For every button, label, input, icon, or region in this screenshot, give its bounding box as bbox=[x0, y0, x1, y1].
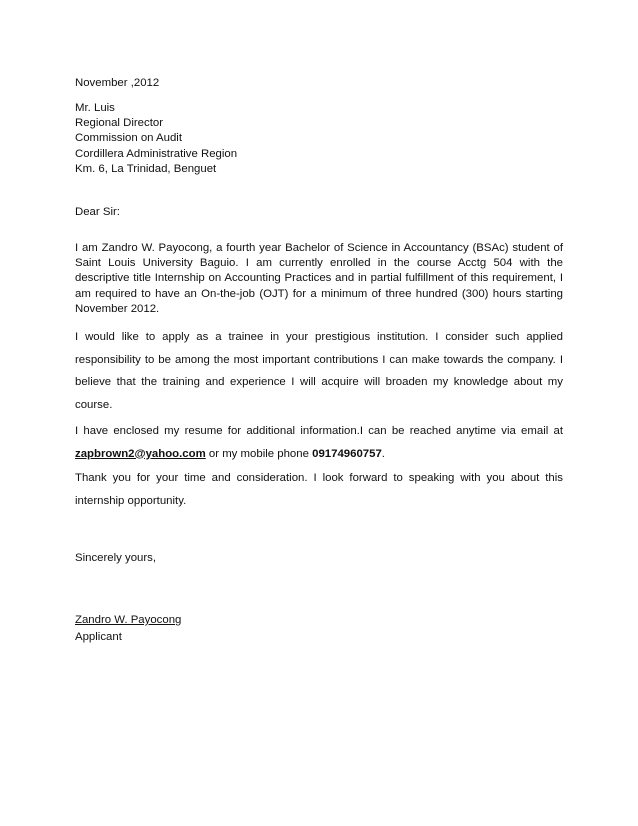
recipient-title: Regional Director bbox=[75, 117, 163, 130]
signature-block bbox=[75, 613, 563, 645]
date-text: November ,2012 bbox=[75, 77, 160, 89]
paragraph-thanks: Thank you for your time and consideration. I look forward to speaking with you about this internship opportunity. bbox=[75, 472, 563, 507]
salutation-text: Dear Sir: bbox=[75, 206, 120, 218]
recipient-region: Cordillera Administrative Region bbox=[75, 147, 238, 160]
contact-text-after: . bbox=[381, 447, 385, 460]
recipient-address-block bbox=[75, 101, 563, 177]
paragraph-contact bbox=[75, 420, 563, 465]
paragraph-intro: I am Zandro W. Payocong, a fourth year Bachelor of Science in Accountancy (BSAc) student of Saint Louis University Baguio. I am currently enrolled in the course Acctg 504 with the descriptive title Internship on Accounting Practices and in partial fulfillment of this requirement, I am required to have an On-the-job (OJT) for a minimum of three hundred (300) hours starting November 2012. bbox=[75, 242, 563, 315]
recipient-name: Mr. Luis bbox=[75, 102, 115, 114]
contact-text-before: I have enclosed my resume for additional information.I can be reached anytime via email at bbox=[75, 425, 563, 437]
signature-name: Zandro W. Payocong bbox=[75, 614, 182, 626]
contact-text-middle: or my mobile phone bbox=[205, 447, 313, 460]
salutation bbox=[75, 205, 563, 220]
email-link[interactable]: zapbrown2@yahoo.com bbox=[75, 447, 206, 460]
closing-text: Sincerely yours, bbox=[75, 552, 157, 564]
recipient-office: Commission on Audit bbox=[75, 132, 182, 145]
letter-date bbox=[75, 76, 563, 91]
closing bbox=[75, 551, 563, 566]
recipient-address: Km. 6, La Trinidad, Benguet bbox=[75, 162, 217, 175]
signature-role: Applicant bbox=[75, 631, 122, 644]
phone-number: 09174960757 bbox=[312, 447, 382, 460]
paragraph-application: I would like to apply as a trainee in your prestigious institution. I consider such applied responsibility to be among the most important contributions I can make towards the company. I believe that the training and experience I will acquire will broaden my knowledge about my course. bbox=[75, 331, 563, 411]
